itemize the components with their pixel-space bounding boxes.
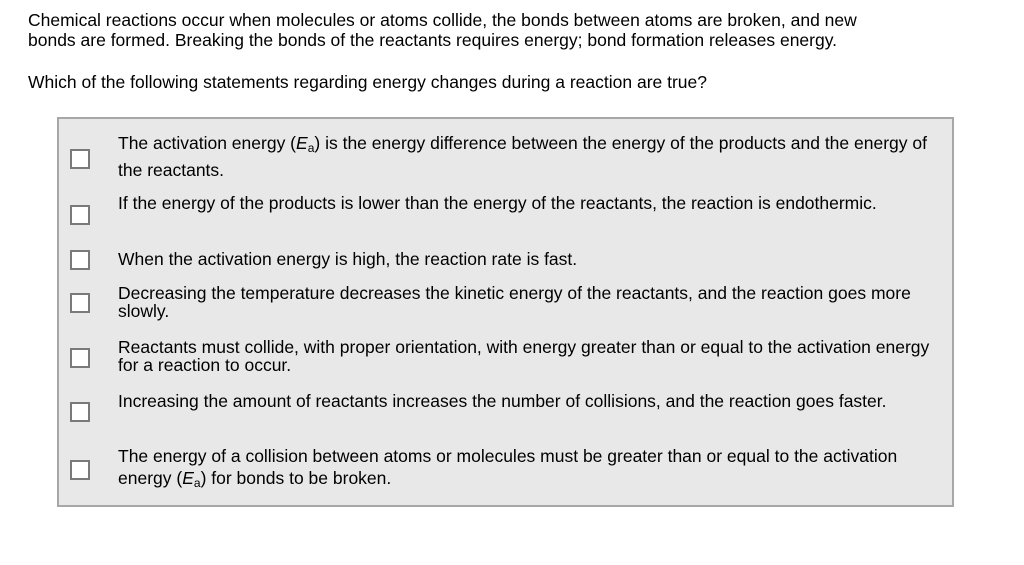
answer-option-text: Decreasing the temperature decreases the kinetic energy of the reactants, and the reaction goes more slowly. xyxy=(118,283,911,321)
intro-line-2: bonds are formed. Breaking the bonds of the reactants requires energy; bond formation releases energy. xyxy=(28,30,838,50)
answer-checkbox[interactable] xyxy=(70,149,90,169)
intro-paragraph xyxy=(28,10,1018,50)
answer-checkbox[interactable] xyxy=(70,348,90,368)
answer-option-text: Reactants must collide, with proper orientation, with energy greater than or equal to the activation energy for a reaction to occur. xyxy=(118,337,930,375)
question-text: Which of the following statements regarding energy changes during a reaction are true? xyxy=(28,72,708,92)
intro-line-1: Chemical reactions occur when molecules or atoms collide, the bonds between atoms are broken, and new xyxy=(28,10,857,30)
answer-option-text: Increasing the amount of reactants increases the number of collisions, and the reaction goes faster. xyxy=(118,391,887,411)
answer-option-text: The activation energy (Ea) is the energy difference between the energy of the products and the energy of the reactants. xyxy=(118,133,927,180)
answer-checkbox[interactable] xyxy=(70,460,90,480)
answer-option-text: If the energy of the products is lower than the energy of the reactants, the reaction is endothermic. xyxy=(118,193,877,213)
answer-option-text: When the activation energy is high, the reaction rate is fast. xyxy=(118,249,578,269)
answer-checkbox[interactable] xyxy=(70,205,90,225)
answer-checkbox[interactable] xyxy=(70,402,90,422)
answer-options-list xyxy=(57,117,954,507)
answer-checkbox[interactable] xyxy=(70,293,90,313)
answer-option-text: The energy of a collision between atoms or molecules must be greater than or equal to the activation energy (Ea) for bonds to be broken. xyxy=(118,446,898,490)
answer-checkbox[interactable] xyxy=(70,250,90,270)
